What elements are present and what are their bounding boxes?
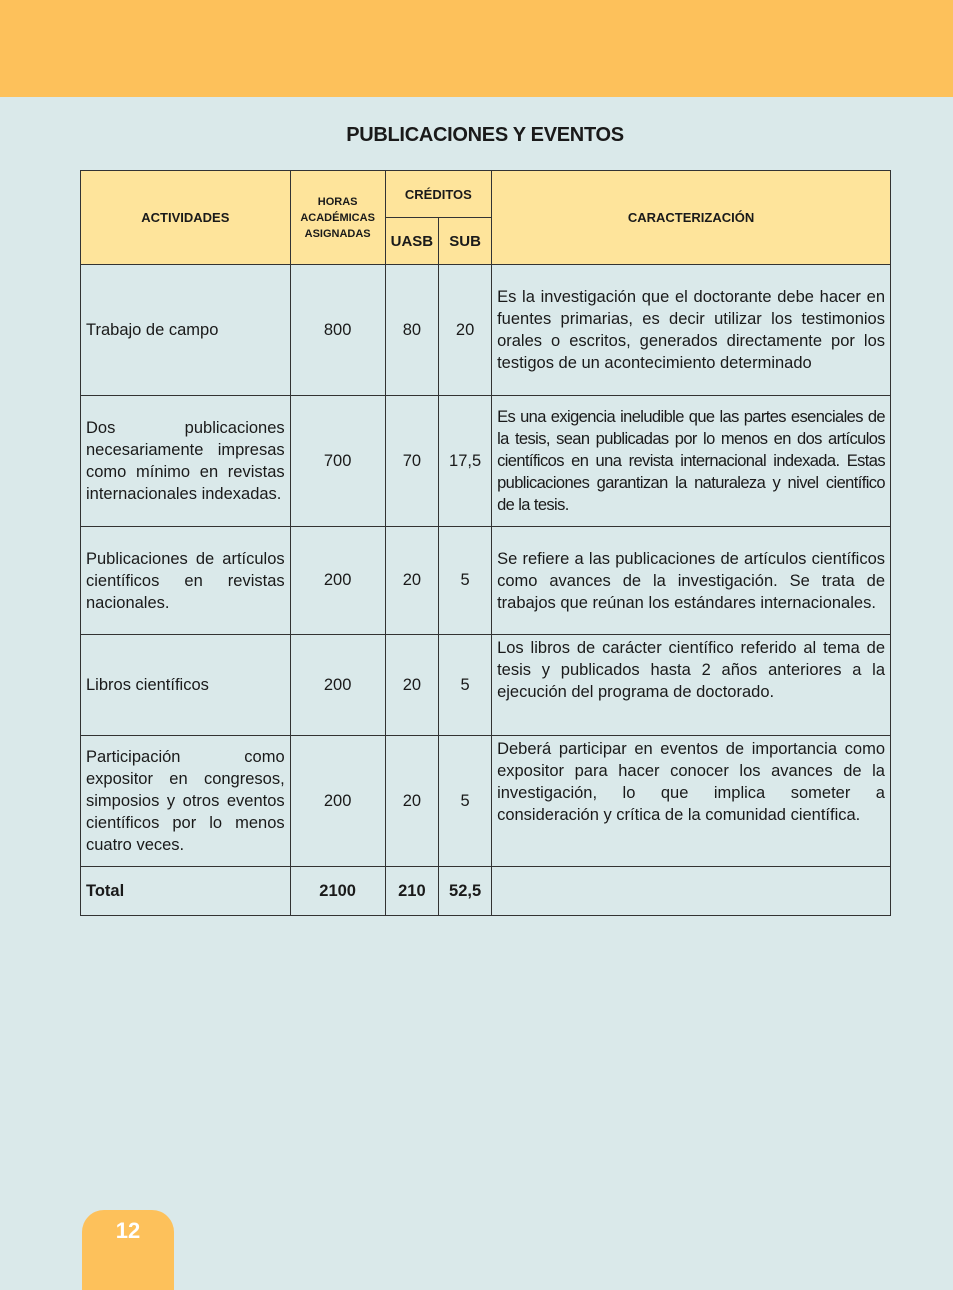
cell-uasb: 20 — [385, 736, 439, 867]
header-creditos: CRÉDITOS — [385, 171, 491, 218]
total-uasb: 210 — [385, 867, 439, 916]
cell-sub: 5 — [439, 527, 492, 635]
cell-actividad: Publicaciones de artículos científicos en revistas nacionales. — [81, 527, 291, 635]
header-horas: HORAS ACADÉMICAS ASIGNADAS — [290, 171, 385, 265]
page-number: 12 — [82, 1210, 174, 1290]
cell-sub: 17,5 — [439, 396, 492, 527]
cell-caracterizacion: Es la investigación que el doctorante debe hacer en fuentes primarias, es decir utilizar los testimonios orales o escritos, generados directamente por los testigos de un acontecimiento determinado — [492, 265, 891, 396]
table-row — [81, 396, 891, 527]
cell-actividad: Participación como expositor en congresos, simposios y otros eventos científicos por lo menos cuatro veces. — [81, 736, 291, 867]
page-title: PUBLICACIONES Y EVENTOS — [346, 124, 624, 146]
total-sub: 52,5 — [439, 867, 492, 916]
header-uasb: UASB — [385, 218, 439, 265]
cell-actividad: Dos publicaciones necesariamente impresas como mínimo en revistas internacionales indexadas. — [81, 396, 291, 527]
cell-actividad: Libros científicos — [81, 635, 291, 736]
cell-caracterizacion: Es una exigencia ineludible que las partes esenciales de la tesis, sean publicadas por lo menos en dos artículos científicos en una revista internacional indexada. Estas publicaciones garantizan la naturaleza y nivel científico de la tesis. — [492, 396, 891, 527]
cell-sub: 20 — [439, 265, 492, 396]
cell-uasb: 20 — [385, 527, 439, 635]
total-caracterizacion — [492, 867, 891, 916]
cell-horas: 200 — [290, 635, 385, 736]
cell-horas: 200 — [290, 527, 385, 635]
cell-sub: 5 — [439, 635, 492, 736]
cell-horas: 700 — [290, 396, 385, 527]
cell-caracterizacion: Los libros de carácter científico referido al tema de tesis y publicados hasta 2 años anteriores a la ejecución del programa de doctorado. — [492, 635, 891, 736]
cell-uasb: 80 — [385, 265, 439, 396]
top-band — [0, 0, 953, 97]
cell-uasb: 20 — [385, 635, 439, 736]
activities-table — [80, 170, 891, 916]
cell-horas: 200 — [290, 736, 385, 867]
cell-horas: 800 — [290, 265, 385, 396]
cell-caracterizacion: Deberá participar en eventos de importancia como expositor para hacer conocer los avances de la investigación, lo que implica someter a consideración y crítica de la comunidad científica. — [492, 736, 891, 867]
table-row — [81, 527, 891, 635]
table-row — [81, 736, 891, 867]
cell-caracterizacion: Se refiere a las publicaciones de artículos científicos como avances de la investigación. Se trata de trabajos que reúnan los estándares internacionales. — [492, 527, 891, 635]
total-label: Total — [81, 867, 291, 916]
total-row — [81, 867, 891, 916]
cell-actividad: Trabajo de campo — [81, 265, 291, 396]
cell-uasb: 70 — [385, 396, 439, 527]
table-row — [81, 265, 891, 396]
cell-sub: 5 — [439, 736, 492, 867]
header-caracterizacion: CARACTERIZACIÓN — [492, 171, 891, 265]
header-actividades: ACTIVIDADES — [81, 171, 291, 265]
total-horas: 2100 — [290, 867, 385, 916]
header-sub: SUB — [439, 218, 492, 265]
table-row — [81, 635, 891, 736]
